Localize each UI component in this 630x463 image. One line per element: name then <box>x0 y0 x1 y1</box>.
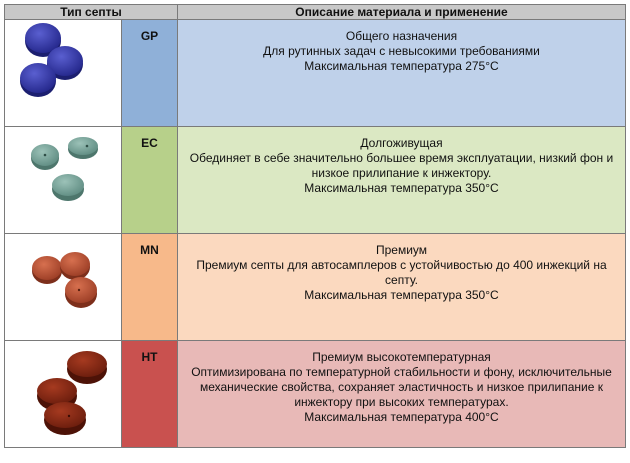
blue-septa-discs-icon <box>5 20 122 126</box>
septa-desc-line: Для рутинных задач с невысокими требованиями <box>263 44 540 58</box>
table-row-gp <box>5 20 626 127</box>
septa-title: Премиум <box>375 243 428 257</box>
septa-desc-mn <box>178 234 626 341</box>
septa-code-mn <box>122 234 178 341</box>
header-septa-type: Тип септы <box>5 5 178 20</box>
septa-code-gp <box>122 20 178 127</box>
septa-image-mn <box>5 234 122 341</box>
septa-title: Премиум высокотемпературная <box>312 350 491 364</box>
septa-code-label: MN <box>140 243 159 257</box>
septa-image-ht <box>5 341 122 448</box>
septa-desc-ht <box>178 341 626 448</box>
septa-code-ht <box>122 341 178 448</box>
septa-image-gp <box>5 20 122 127</box>
table-row-ht <box>5 341 626 448</box>
septa-desc-line: Обединяет в себе значительно большее время эксплуатации, низкий фон и низкое прилипание к инжектору. <box>189 151 614 180</box>
septa-code-label: EC <box>141 136 158 150</box>
septa-max-temp: Максимальная температура 275°C <box>304 59 499 73</box>
septa-code-ec <box>122 127 178 234</box>
septa-max-temp: Максимальная температура 350°C <box>304 288 499 302</box>
septa-table <box>4 4 626 448</box>
table-header-row <box>5 5 626 20</box>
septa-max-temp: Максимальная температура 350°C <box>304 181 499 195</box>
septa-title: Общего назначения <box>345 29 458 43</box>
orange-brown-septa-discs-icon <box>5 234 122 340</box>
septa-code-label: GP <box>140 29 159 43</box>
green-gray-septa-discs-icon <box>5 127 122 233</box>
septa-image-ec <box>5 127 122 234</box>
septa-max-temp: Максимальная температура 400°C <box>304 410 499 424</box>
septa-desc-line: Оптимизирована по температурной стабильности и фону, исключительные механические свойства, сохраняет эластичность и низкое прилипание к инжектору при высоких температурах. <box>191 365 612 409</box>
septa-desc-gp <box>178 20 626 127</box>
septa-code-label: HT <box>141 350 158 364</box>
septa-desc-ec <box>178 127 626 234</box>
table-row-ec <box>5 127 626 234</box>
table-row-mn <box>5 234 626 341</box>
septa-title: Долгоживущая <box>360 136 443 150</box>
dark-red-septa-discs-icon <box>5 341 122 447</box>
header-description: Описание материала и применение <box>178 5 626 20</box>
septa-desc-line: Премиум септы для автосамплеров с устойчивостью до 400 инжекций на септу. <box>196 258 607 287</box>
